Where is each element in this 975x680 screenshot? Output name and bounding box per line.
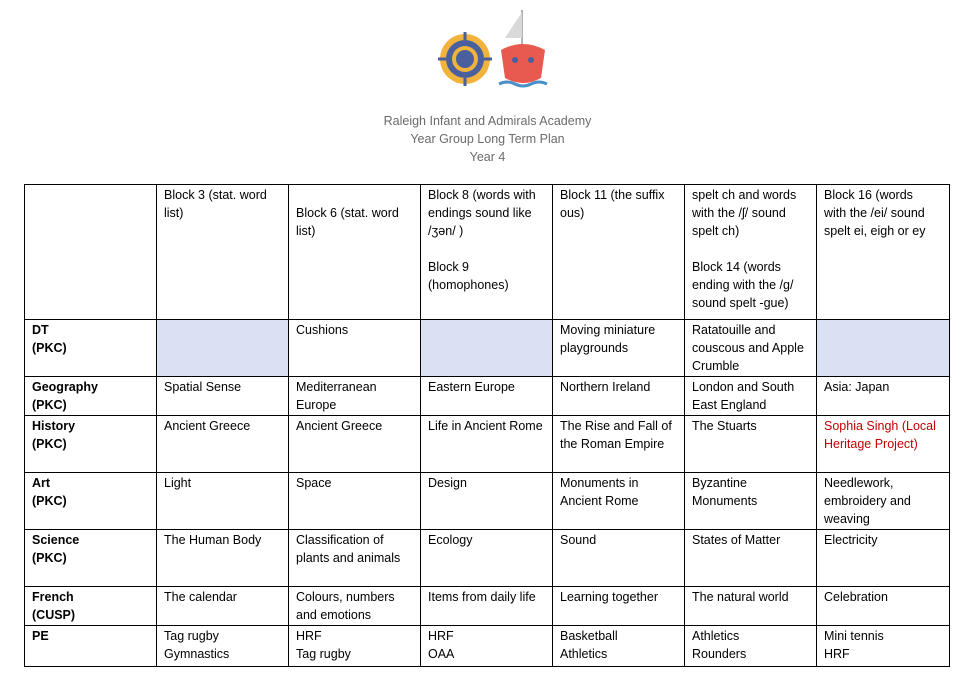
table-cell-empty xyxy=(817,320,950,377)
table-cell: Colours, numbers and emotions xyxy=(289,587,421,626)
plan-title: Year Group Long Term Plan xyxy=(410,132,565,146)
table-cell: Byzantine Monuments xyxy=(685,473,817,530)
ships-wheel-icon xyxy=(438,32,492,86)
subject-row-dt xyxy=(25,320,950,377)
table-cell: HRF OAA xyxy=(421,626,553,667)
subject-row-geography xyxy=(25,377,950,416)
table-cell: Mini tennis HRF xyxy=(817,626,950,667)
table-cell: Electricity xyxy=(817,530,950,587)
table-cell: Eastern Europe xyxy=(421,377,553,416)
table-cell: The natural world xyxy=(685,587,817,626)
boat-icon xyxy=(499,10,547,86)
table-cell: HRF Tag rugby xyxy=(289,626,421,667)
subject-row-art xyxy=(25,473,950,530)
table-cell: Light xyxy=(157,473,289,530)
long-term-plan-table xyxy=(24,184,950,667)
table-cell: Items from daily life xyxy=(421,587,553,626)
table-cell-empty xyxy=(421,320,553,377)
column-header-block-14: spelt ch and words with the /ʃ/ sound spelt ch) Block 14 (words ending with the /g/ sound spelt -gue) xyxy=(685,185,817,320)
table-cell: Monuments in Ancient Rome xyxy=(553,473,685,530)
table-cell: Ratatouille and couscous and Apple Crumble xyxy=(685,320,817,377)
subject-row-french xyxy=(25,587,950,626)
subject-cell: Art (PKC) xyxy=(25,473,157,530)
column-header-block-6: Block 6 (stat. word list) xyxy=(289,185,421,320)
table-cell: Ancient Greece xyxy=(289,416,421,473)
table-cell-highlighted: Sophia Singh (Local Heritage Project) xyxy=(817,416,950,473)
subject-cell: DT (PKC) xyxy=(25,320,157,377)
table-cell: The Rise and Fall of the Roman Empire xyxy=(553,416,685,473)
corner-cell xyxy=(25,185,157,320)
table-cell: Ecology xyxy=(421,530,553,587)
table-cell: London and South East England xyxy=(685,377,817,416)
subject-cell: PE xyxy=(25,626,157,667)
academy-logo xyxy=(435,8,550,93)
subject-row-pe xyxy=(25,626,950,667)
table-cell: Cushions xyxy=(289,320,421,377)
table-cell: Athletics Rounders xyxy=(685,626,817,667)
table-cell: The calendar xyxy=(157,587,289,626)
year-label: Year 4 xyxy=(469,150,506,164)
block-header-row xyxy=(25,185,950,320)
table-cell: Northern Ireland xyxy=(553,377,685,416)
table-cell: Spatial Sense xyxy=(157,377,289,416)
table-cell: Classification of plants and animals xyxy=(289,530,421,587)
column-header-block-8-9: Block 8 (words with endings sound like /ʒən/ ) Block 9 (homophones) xyxy=(421,185,553,320)
document-heading xyxy=(0,112,975,166)
table-cell: Life in Ancient Rome xyxy=(421,416,553,473)
subject-cell: Science (PKC) xyxy=(25,530,157,587)
table-cell: Space xyxy=(289,473,421,530)
table-cell: Learning together xyxy=(553,587,685,626)
table-cell: Moving miniature playgrounds xyxy=(553,320,685,377)
school-name: Raleigh Infant and Admirals Academy xyxy=(383,114,592,128)
table-cell: Asia: Japan xyxy=(817,377,950,416)
table-cell: Mediterranean Europe xyxy=(289,377,421,416)
table-cell: Design xyxy=(421,473,553,530)
table-cell: Needlework, embroidery and weaving xyxy=(817,473,950,530)
table-cell: Celebration xyxy=(817,587,950,626)
table-cell-empty xyxy=(157,320,289,377)
subject-cell: Geography (PKC) xyxy=(25,377,157,416)
column-header-block-16: Block 16 (words with the /ei/ sound spelt ei, eigh or ey xyxy=(817,185,950,320)
table-cell: States of Matter xyxy=(685,530,817,587)
table-cell: Basketball Athletics xyxy=(553,626,685,667)
column-header-block-3: Block 3 (stat. word list) xyxy=(157,185,289,320)
subject-row-science xyxy=(25,530,950,587)
subject-cell: History (PKC) xyxy=(25,416,157,473)
table-cell: The Human Body xyxy=(157,530,289,587)
column-header-block-11: Block 11 (the suffix ous) xyxy=(553,185,685,320)
subject-cell: French (CUSP) xyxy=(25,587,157,626)
table-cell: Ancient Greece xyxy=(157,416,289,473)
table-cell: The Stuarts xyxy=(685,416,817,473)
table-cell: Tag rugby Gymnastics xyxy=(157,626,289,667)
subject-row-history xyxy=(25,416,950,473)
table-cell: Sound xyxy=(553,530,685,587)
